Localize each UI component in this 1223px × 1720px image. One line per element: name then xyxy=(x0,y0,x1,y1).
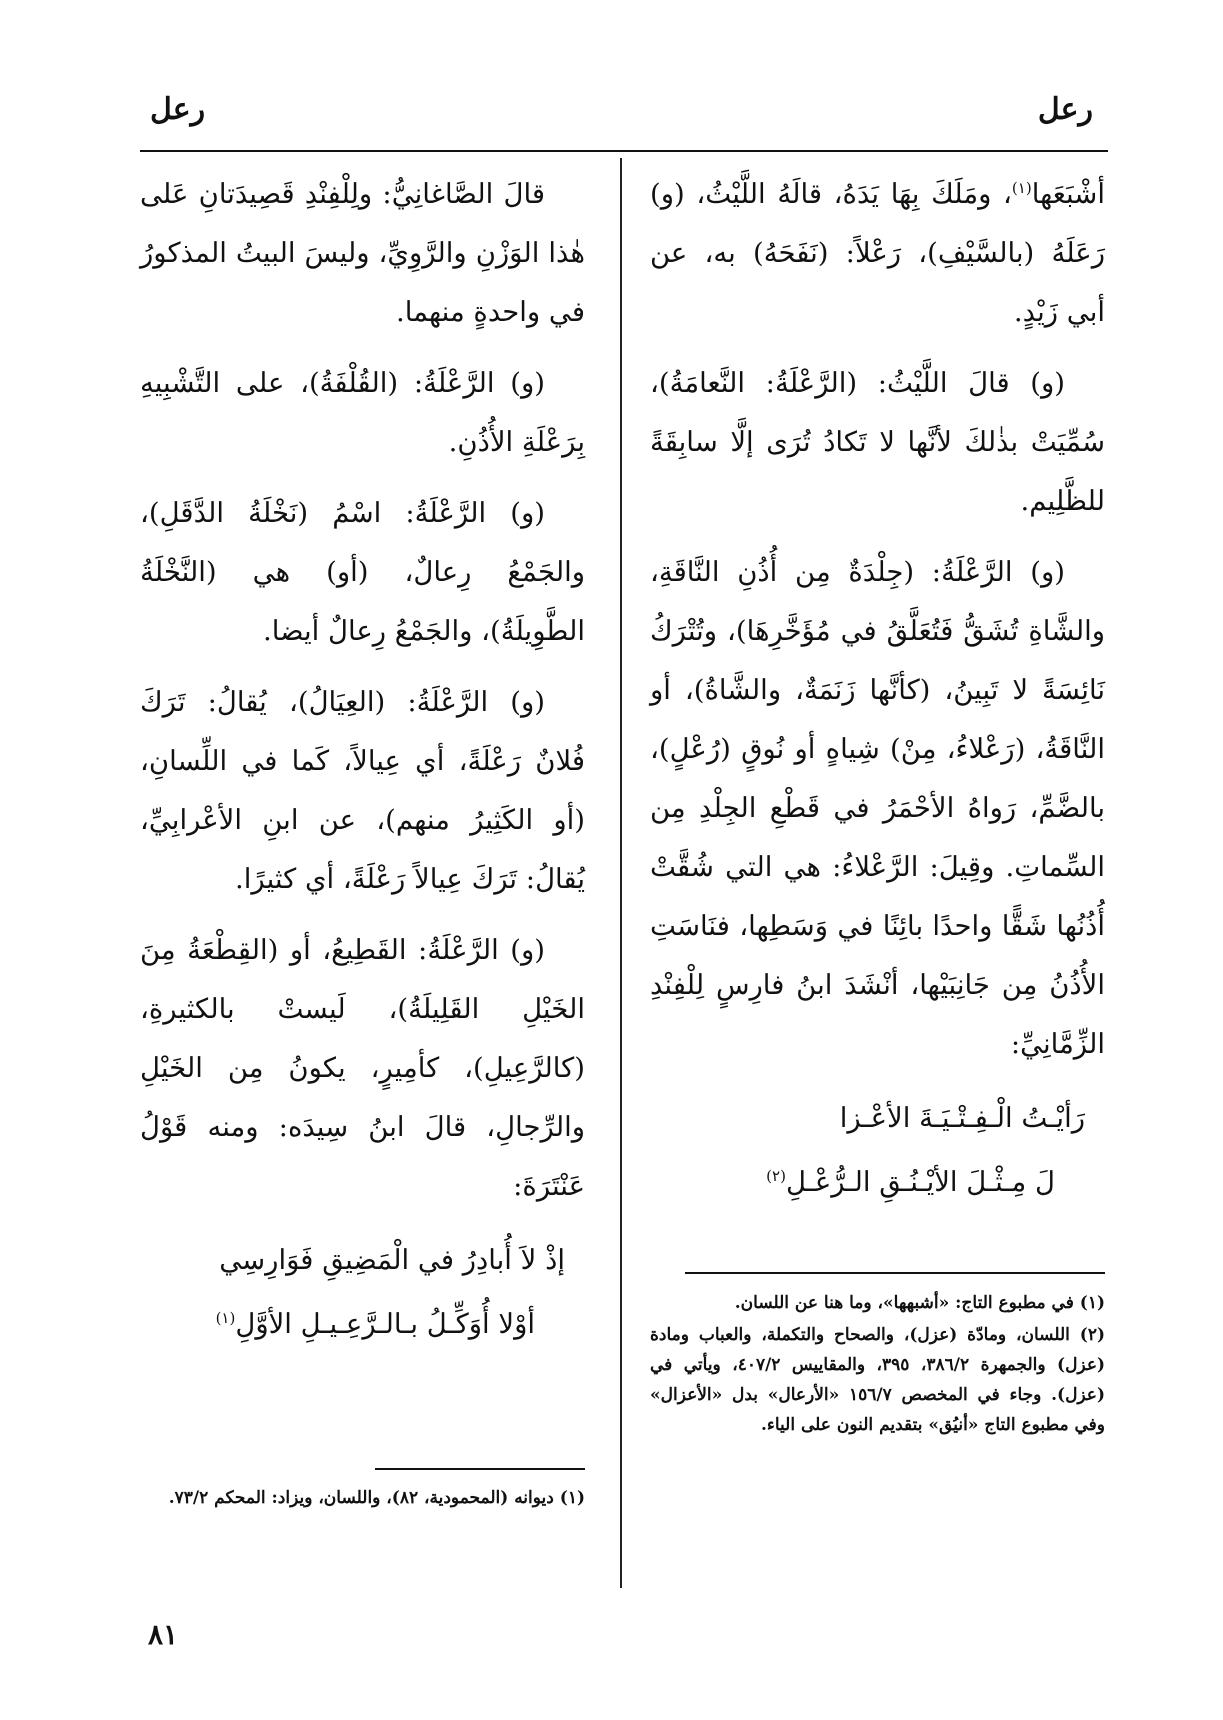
verse-hemistich-2 xyxy=(140,1292,585,1356)
verse-text: أوْلا أُوَكِّـلُ بـالـرَّعِـيـلِ الأوَّلِ xyxy=(235,1308,535,1340)
right-column xyxy=(650,165,1105,1218)
column-divider xyxy=(620,158,622,1588)
header-rule xyxy=(140,150,1108,152)
paragraph: قالَ الصَّاغانِيُّ: ولِلْفِنْدِ قَصِيدَتانِ عَلى هٰذا الوَزْنِ والرَّوِيِّ، وليسَ البيتُ المذكورُ في واحدةٍ منهما. xyxy=(140,178,585,328)
paragraph: (و) الرَّعْلَةُ: (العِيَالُ)، يُقالُ: تَرَكَ فُلانٌ رَعْلَةً، أي عِيالاً، كَما في اللِّسانِ، (أو الكَثِيرُ منهم)، عن ابنِ الأعْرابِيِّ، يُقالُ: تَرَكَ عِيالاً رَعْلَةً، أي كثيرًا. xyxy=(140,686,585,895)
running-head-left: رعل xyxy=(150,92,206,127)
paragraph-text: ، ومَلَكَ بِهَا يَدَهُ، قالَهُ اللَّيْثُ، (و) رَعَلَهُ (بالسَّيْفِ)، رَعْلاً: (نَفَحَهُ) به، عن أبي زَيْدٍ. xyxy=(650,178,1105,328)
paragraph: (و) الرَّعْلَةُ: (جِلْدَةٌ مِن أُذُنِ النَّاقَةِ، والشَّاةِ تُشَقُّ فَتُعَلَّقُ في مُؤَخَّرِهَا)، وتُتْرَكُ نَائِسَةً لا تَبِينُ، (كأنَّها زَنَمَةٌ، والشَّاةُ)، أو النَّاقَةُ، (رَعْلاءُ، مِنْ) شِياهٍ أو نُوقٍ (رُعْلٍ)، بالضَّمِّ، رَواهُ الأحْمَرُ في قَطْعِ الجِلْدِ مِن السِّماتِ. وقِيلَ: الرَّعْلاءُ: هي التي شُقَّتْ أُذُنُها شَقًّا واحدًا بائِنًا في وَسَطِها، فنَاسَتِ الأُذُنُ مِن جَانِبَيْها، أنْشَدَ ابنُ فارِسٍ لِلْفِنْدِ الزِّمَّانِيِّ: xyxy=(650,556,1105,1060)
verse-hemistich-1: رَأيْـتُ الْـفِـتْـيَـةَ الأعْـزا xyxy=(839,1102,1085,1134)
footnote-ref: (١) xyxy=(215,1308,236,1327)
paragraph-text: أشْبَعَها xyxy=(1031,178,1105,210)
verse-hemistich-2 xyxy=(650,1150,1105,1214)
footnote: (١) في مطبوع التاج: «أشبهها»، وما هنا عن اللسان. xyxy=(734,1293,1105,1313)
paragraph: (و) قالَ اللَّيْثُ: (الرَّعْلَةُ: النَّعامَةُ)، سُمِّيَتْ بذٰلكَ لأنَّها لا تَكادُ تُرَى إلَّا سابِقَةً للظَّلِيم. xyxy=(650,367,1105,517)
footnote-ref: (٢) xyxy=(766,1166,786,1185)
footnotes-right xyxy=(650,1288,1105,1442)
page-number: ٨١ xyxy=(148,1618,179,1651)
footnote-rule xyxy=(685,1272,1105,1274)
verse xyxy=(140,1228,585,1356)
running-head-right: رعل xyxy=(1037,92,1093,127)
footnote-rule xyxy=(375,1468,585,1470)
footnote-ref: (١) xyxy=(1011,178,1032,197)
footnote: (١) ديوانه (المحمودية، ٨٢)، واللسان، ويزاد: المحكم ٧٣/٢. xyxy=(168,1488,585,1508)
verse xyxy=(650,1086,1105,1214)
verse-hemistich-1: إذْ لاَ أُبادِرُ في الْمَضِيقِ فَوَارِسِي xyxy=(219,1244,565,1276)
paragraph: (و) الرَّعْلَةُ: (القُلْفَةُ)، على التَّشْبِيهِ بِرَعْلَةِ الأُذُنِ. xyxy=(140,367,585,458)
footnote: (٢) اللسان، ومادّة (عزل)، والصحاح والتكملة، والعباب ومادة (عزل) والجمهرة ٣٨٦/٢، ٣٩٥، والمقاييس ٤٠٧/٢، ويأتي في (عزل). وجاء في المخصص ١٥٦/٧ «الأرعال» بدل «الأعزال» وفي مطبوع التاج «أنيُق» بتقديم النون على الياء. xyxy=(650,1325,1106,1435)
paragraph xyxy=(650,165,1105,342)
footnotes-left xyxy=(140,1483,585,1515)
paragraph: (و) الرَّعْلَةُ: اسْمُ (نَخْلَةُ الدَّقَلِ)، والجَمْعُ رِعالٌ، (أو) هي (النَّخْلَةُ الطَّوِيلَةُ)، والجَمْعُ رِعالٌ أيضا. xyxy=(140,497,585,647)
verse-text: لَ مِـثْـلَ الأيْـنُـقِ الـرُّعْـلِ xyxy=(785,1166,1055,1198)
paragraph: (و) الرَّعْلَةُ: القَطِيعُ، أو (القِطْعَةُ مِنَ الخَيْلِ القَلِيلَةُ)، لَيستْ بالكثيرةِ، (كالرَّعِيلِ)، كأمِيرٍ، يكونُ مِن الخَيْلِ والرِّجالِ، قالَ ابنُ سِيدَه: ومنه قَوْلُ عَنْتَرَةَ: xyxy=(140,934,585,1202)
left-column xyxy=(140,165,585,1360)
